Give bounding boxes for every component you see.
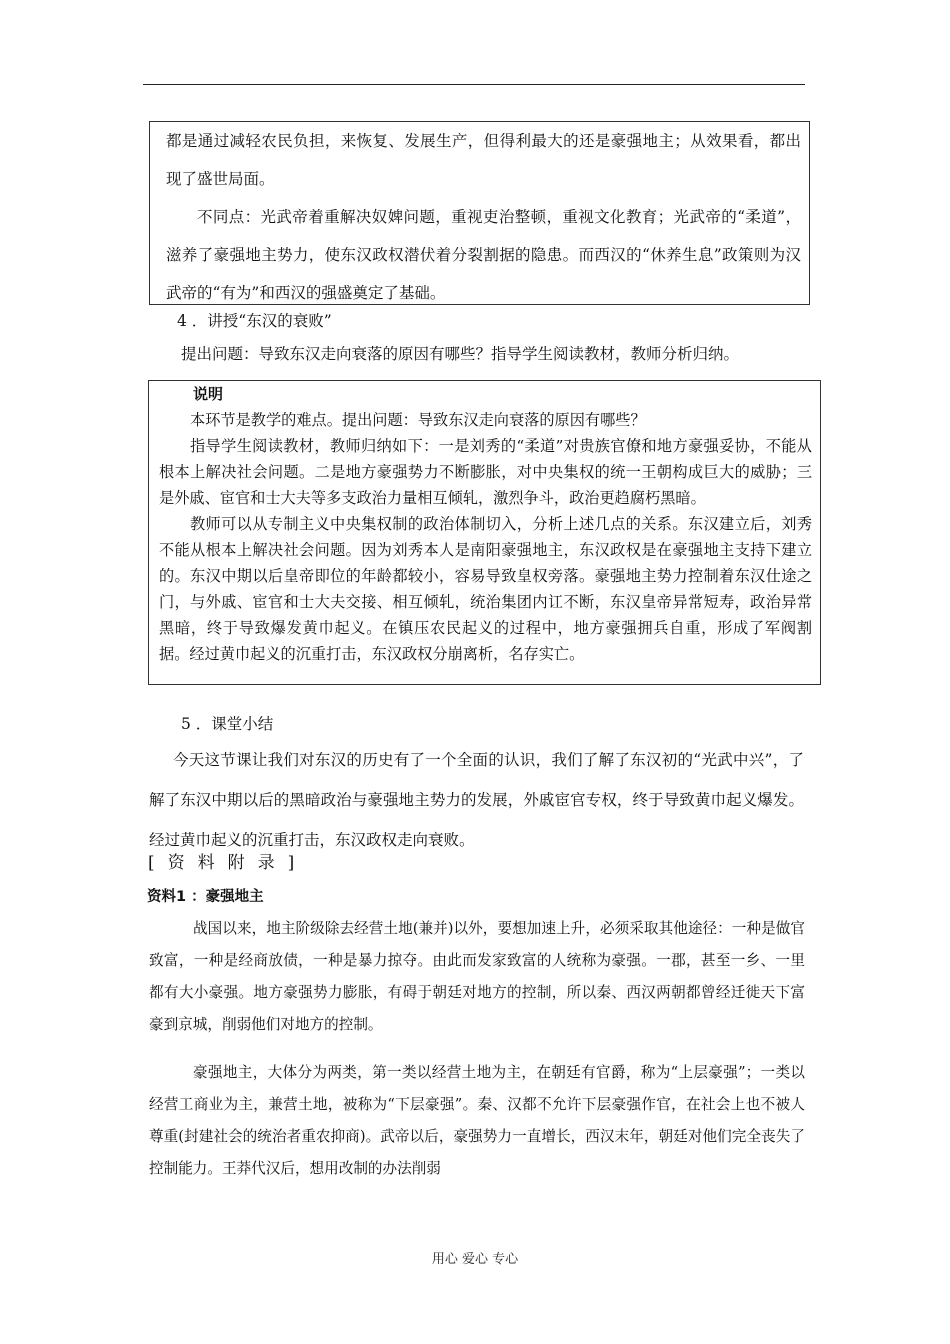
comparison-box [149,121,810,305]
section-5-summary: 今天这节课让我们对东汉的历史有了一个全面的认识，我们了解了东汉初的“光武中兴”，了解了东汉中期以后的黑暗政治与豪强地主势力的发展，外戚宦官专权，终于导致黄巾起义爆发。经过黄巾起义的沉重打击，东汉政权走向衰败。 [149,751,804,849]
explanation-paragraph-1: 本环节是教学的难点。提出问题：导致东汉走向衰落的原因有哪些？ [190,411,646,429]
comparison-paragraph-similarity: 都是通过减轻农民负担，来恢复、发展生产，但得利最大的还是豪强地主；从效果看，都出现了盛世局面。 [166,132,801,188]
comparison-paragraph-difference: 不同点：光武帝着重解决奴婢问题，重视吏治整顿，重视文化教育；光武帝的“柔道”，滋养了豪强地主势力，使东汉政权潜伏着分裂割据的隐患。而西汉的“休养生息”政策则为汉武帝的“有为”和西汉的强盛奠定了基础。 [166,208,801,302]
appendix-heading: [资料附录] [148,853,308,873]
section-5-heading: 5 ．课堂小结 [181,715,274,733]
section-4-body: 提出问题：导致东汉走向衰落的原因有哪些？指导学生阅读教材，教师分析归纳。 [181,345,740,363]
resource-1-paragraph-1: 战国以来，地主阶级除去经营土地(兼并)以外，要想加速上升，必须采取其他途径：一种是做官致富，一种是经商放债，一种是暴力掠夺。由此而发家致富的人统称为豪强。一郡，甚至一乡、一里都有大小豪强。地方豪强势力膨胀，有碍于朝廷对地方的控制，所以秦、西汉两朝都曾经迁徙天下富豪到京城，削弱他们对地方的控制。 [149,920,805,1033]
explanation-paragraph-2: 指导学生阅读教材，教师归纳如下：一是刘秀的“柔道”对贵族官僚和地方豪强妥协，不能从根本上解决社会问题。二是地方豪强势力不断膨胀，对中央集权的统一王朝构成巨大的威胁；三是外戚、宦官和士大夫等多支政治力量相互倾轧，激烈争斗，政治更趋腐朽黑暗。 [159,437,812,507]
explanation-label: 说明 [193,385,224,403]
resource-1-paragraph-2: 豪强地主，大体分为两类，第一类以经营土地为主，在朝廷有官爵，称为“上层豪强”；一类以经营工商业为主，兼营土地，被称为“下层豪强”。秦、汉都不允许下层豪强作官，在社会上也不被人尊重(封建社会的统治者重农抑商)。武帝以后，豪强势力一直增长，西汉末年，朝廷对他们完全丧失了控制能力。王莽代汉后，想用改制的办法削弱 [149,1064,805,1177]
explanation-box [148,380,821,685]
page-footer: 用心 爱心 专心 [431,1252,519,1267]
resource-1-title: 资料1 ：豪强地主 [147,889,264,905]
section-4-heading: 4 ．讲授“东汉的衰败” [177,312,332,330]
explanation-paragraph-3: 教师可以从专制主义中央集权制的政治体制切入，分析上述几点的关系。东汉建立后，刘秀不能从根本上解决社会问题。因为刘秀本人是南阳豪强地主，东汉政权是在豪强地主支持下建立的。东汉中期以后皇帝即位的年龄都较小，容易导致皇权旁落。豪强地主势力控制着东汉仕途之门，与外戚、宦官和士大夫交接、相互倾轧，统治集团内讧不断，东汉皇帝异常短寿，政治异常黑暗，终于导致爆发黄巾起义。在镇压农民起义的过程中，地方豪强拥兵自重，形成了军阀割据。经过黄巾起义的沉重打击，东汉政权分崩离析，名存实亡。 [159,515,812,663]
header-rule [143,84,805,85]
